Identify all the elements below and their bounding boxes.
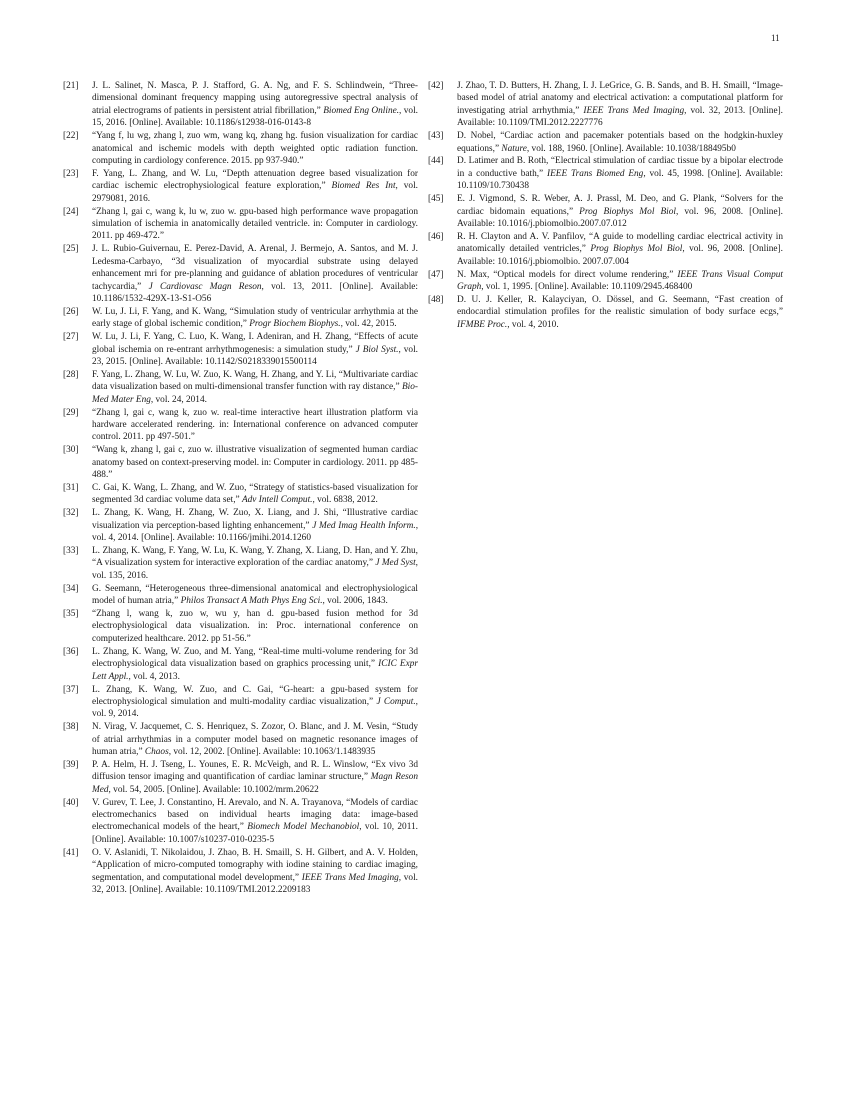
- reference-text: N. Max, “Optical models for direct volume rendering,”: [457, 269, 678, 280]
- reference-text: D. U. J. Keller, R. Kalayciyan, O. Dössel, and G. Seemann, “Fast creation of endocardial stimulation profiles for the realistic simulation of body surface ecgs,”: [457, 294, 783, 318]
- reference-number: [25]: [63, 244, 79, 255]
- reference-text: E. J. Vigmond, S. R. Weber, A. J. Prassl, M. Deo, and G. Plank, “Solvers for the cardiac bidomain equations,”: [457, 194, 783, 217]
- reference-details: , vol. 6838, 2012.: [312, 495, 378, 506]
- references-left-column: [63, 80, 418, 897]
- reference-journal: Prog Biophys Mol Biol: [579, 206, 676, 217]
- reference-text: “Wang k, zhang l, gai c, zuo w. illustrative visualization of segmented human cardiac anatomy based on context-preserving model. in: Computer in cardiology. 2011. pp 485-488.”: [92, 445, 418, 481]
- reference-text: F. Yang, L. Zhang, W. Lu, W. Zuo, K. Wang, H. Zhang, and Y. Li, “Multivariate cardiac data visualization based on multi-dimensional transfer function with ray distance,”: [92, 369, 418, 393]
- reference-text: C. Gai, K. Wang, L. Zhang, and W. Zuo, “Strategy of statistics-based visualization for segmented 3d cardiac volume data set,”: [92, 483, 418, 506]
- reference-journal: J Med Syst: [375, 558, 416, 569]
- reference-number: [32]: [63, 508, 79, 519]
- reference-number: [46]: [428, 231, 444, 242]
- reference-journal: J Med Imag Health Inform.: [312, 520, 416, 531]
- reference-text: R. H. Clayton and A. V. Panfilov, “A guide to modelling cardiac electrical activity in anatomically detailed ventricles,”: [457, 231, 783, 255]
- reference-text: D. Latimer and B. Roth, “Electrical stimulation of cardiac tissue by a bipolar electrode in a conductive bath,”: [457, 156, 783, 179]
- reference-journal: J Cardiovasc Magn Reson: [148, 281, 262, 292]
- reference-text: J. L. Rubio-Guivernau, E. Perez-David, A. Arenal, J. Bermejo, A. Santos, and M. J. Ledesma-Carbayo, “3d visualization of myocardial substrate using delayed enhancement mri for pre-planning and guidance of ablation procedures of ventricular tachycardia,”: [92, 244, 418, 292]
- reference-item: [63, 168, 418, 205]
- page-number: 11: [771, 33, 780, 43]
- reference-number: [31]: [63, 483, 79, 493]
- reference-journal: IEEE Trans Biomed Eng: [547, 168, 644, 179]
- reference-number: [36]: [63, 646, 79, 657]
- reference-text: “Zhang l, wang k, zuo w, wu y, han d. gpu-based fusion method for 3d electrophysiological data visualization. in: Proc. international conference on computerized healthcare. 2012. pp 51-56.”: [92, 609, 418, 644]
- reference-text: F. Yang, L. Zhang, and W. Lu, “Depth attenuation degree based visualization for cardiac ischemic electrophysiological feature exploration,”: [92, 168, 418, 192]
- reference-text: L. Zhang, K. Wang, W. Zuo, and M. Yang, “Real-time multi-volume rendering for 3d electrophysiological data visualization based on graphics processing unit,”: [92, 646, 418, 670]
- reference-text: L. Zhang, K. Wang, H. Zhang, W. Zuo, X. Liang, and J. Shi, “Illustrative cardiac visualization via perception-based lighting enhancement,”: [92, 508, 418, 531]
- reference-details: , vol. 4, 2014. [Online]. Available: 10.1166/jmihi.2014.1260: [92, 520, 419, 544]
- reference-item: [63, 444, 418, 481]
- reference-details: , vol. 9, 2014.: [92, 696, 418, 720]
- reference-journal: IEEE Trans Med Imaging: [583, 105, 685, 116]
- reference-details: , vol. 13, 2011. [Online]. Available: 10.1186/1532-429X-13-S1-O56: [92, 281, 418, 304]
- reference-journal: ICIC Expr Lett Appl.: [92, 659, 418, 682]
- reference-item: [428, 155, 783, 192]
- reference-number: [21]: [63, 81, 79, 91]
- reference-item: [428, 231, 783, 268]
- reference-text: “Zhang l, gai c, wang k, zuo w. real-time interactive heart illustration platform via hardware accelerated rendering. in: International conference on advanced computer control. 2011. pp 497-501.”: [92, 407, 418, 443]
- reference-text: V. Gurev, T. Lee, J. Constantino, H. Arevalo, and N. A. Trayanova, “Models of cardiac electromechanics based on individual hearts imaging data: image-based electromechanical models of the heart,”: [92, 797, 418, 833]
- reference-item: [63, 482, 418, 507]
- reference-journal: J Comput.: [376, 696, 416, 707]
- reference-journal: J Biol Syst.: [355, 344, 399, 355]
- reference-text: “Zhang l, gai c, wang k, lu w, zuo w. gpu-based high performance wave propagation simulation of ischemia in anatomically detailed ventricle. in: Computer in cardiology. 2011. pp 469-472.”: [92, 206, 418, 242]
- reference-details: , vol. 15, 2016. [Online]. Available: 10.1186/s12938-016-0143-8: [92, 105, 418, 129]
- reference-item: [63, 583, 418, 608]
- reference-number: [34]: [63, 583, 79, 594]
- reference-item: [63, 608, 418, 645]
- reference-item: [63, 306, 418, 331]
- reference-number: [42]: [428, 81, 444, 91]
- reference-journal: Biomed Eng Online.: [323, 105, 400, 116]
- reference-item: [63, 646, 418, 683]
- reference-journal: Bio-Med Mater Eng: [92, 382, 418, 405]
- reference-journal: Nature: [501, 143, 527, 154]
- reference-details: , vol. 32, 2013. [Online]. Available: 10.1109/TMI.2012.2209183: [92, 872, 418, 895]
- reference-number: [33]: [63, 546, 79, 557]
- reference-number: [35]: [63, 609, 79, 620]
- reference-journal: Magn Reson Med: [92, 772, 419, 795]
- reference-number: [41]: [63, 847, 79, 858]
- reference-details: , vol. 24, 2014.: [150, 394, 207, 405]
- reference-details: , vol. 2979081, 2016.: [92, 181, 418, 204]
- reference-journal: Biomed Res Int: [331, 181, 396, 192]
- reference-item: [428, 80, 783, 130]
- reference-journal: Progr Biochem Biophys.: [249, 319, 341, 330]
- reference-text: G. Seemann, “Heterogeneous three-dimensional anatomical and electrophysiological model of human atria,”: [92, 583, 418, 607]
- reference-journal: Biomech Model Mechanobiol: [247, 822, 360, 833]
- reference-text: D. Nobel, “Cardiac action and pacemaker potentials based on the hodgkin-huxley equations,”: [457, 131, 783, 154]
- reference-details: , vol. 10, 2011. [Online]. Available: 10.1007/s10237-010-0235-5: [92, 822, 418, 845]
- reference-item: [63, 130, 418, 167]
- reference-details: , vol. 42, 2015.: [340, 319, 397, 330]
- reference-journal: Philos Transact A Math Phys Eng Sci.: [180, 596, 323, 607]
- reference-number: [45]: [428, 194, 444, 205]
- reference-text: L. Zhang, K. Wang, W. Zuo, and C. Gai, “G-heart: a gpu-based system for electrophysiological simulation and multi-modality cardiac visualization,”: [92, 684, 418, 707]
- reference-number: [44]: [428, 156, 444, 167]
- reference-details: , vol. 1, 1995. [Online]. Available: 10.1109/2945.468400: [481, 282, 693, 292]
- reference-journal: IEEE Trans Visual Comput Graph: [457, 269, 783, 292]
- reference-text: O. V. Aslanidi, T. Nikolaidou, J. Zhao, B. H. Smaill, S. H. Gilbert, and A. V. Holden, “Application of micro-computed tomography with iodine staining to cardiac imaging, segmentation, and computational model development,”: [92, 847, 418, 883]
- reference-journal: Chaos: [144, 747, 169, 758]
- reference-text: L. Zhang, K. Wang, F. Yang, W. Lu, K. Wang, Y. Zhang, X. Liang, D. Han, and Y. Zhu, “A visualization system for interactive exploration of the cardiac anatomy,”: [92, 546, 418, 569]
- reference-text: W. Lu, J. Li, F. Yang, C. Luo, K. Wang, I. Adeniran, and H. Zhang, “Effects of acute global ischemia on re-entrant arrhythmogenesis: a simulation study,”: [92, 332, 418, 355]
- reference-number: [27]: [63, 332, 79, 343]
- reference-text: “Yang f, lu wg, zhang l, zuo wm, wang kq, zhang hg. fusion visualization for cardiac anatomical and ischemic models with depth weighted optic radiation function. computing in cardiology conference. 2015. pp 937-940.”: [92, 131, 418, 166]
- reference-text: P. A. Helm, H. J. Tseng, L. Younes, E. R. McVeigh, and R. L. Winslow, “Ex vivo 3d diffusion tensor imaging and quantification of cardiac laminar structure,”: [92, 759, 418, 783]
- reference-journal: IFMBE Proc.: [457, 319, 508, 330]
- reference-item: [63, 243, 418, 305]
- reference-text: N. Virag, V. Jacquemet, C. S. Henriquez, S. Zozor, O. Blanc, and J. M. Vesin, “Study of atrial arrhythmias in a computer model based on magnetic resonance images of human atria,”: [92, 722, 418, 758]
- reference-text: W. Lu, J. Li, F. Yang, and K. Wang, “Simulation study of ventricular arrhythmia at the early stage of global ischemic condition,”: [92, 306, 418, 330]
- reference-number: [26]: [63, 306, 79, 317]
- reference-number: [22]: [63, 131, 79, 142]
- reference-details: , vol. 96, 2008. [Online]. Available: 10.1016/j.pbiomolbio.2007.07.012: [457, 206, 783, 229]
- reference-number: [24]: [63, 206, 79, 217]
- reference-journal: IEEE Trans Med Imaging: [301, 872, 399, 883]
- reference-details: , vol. 96, 2008. [Online]. Available: 10.1016/j.pbiomolbio. 2007.07.004: [457, 244, 783, 267]
- reference-details: , vol. 32, 2013. [Online]. Available: 10.1109/TMI.2012.2227776: [457, 105, 784, 129]
- reference-number: [30]: [63, 445, 79, 456]
- reference-details: , vol. 4, 2013.: [128, 671, 180, 682]
- reference-details: , vol. 4, 2010.: [507, 319, 559, 330]
- reference-item: [63, 545, 418, 582]
- reference-item: [63, 759, 418, 796]
- reference-item: [63, 721, 418, 758]
- reference-details: , vol. 12, 2002. [Online]. Available: 10.1063/1.1483935: [168, 747, 376, 758]
- reference-item: [428, 193, 783, 230]
- reference-journal: Adv Intell Comput.: [241, 495, 313, 506]
- reference-item: [428, 130, 783, 155]
- references-right-column: [428, 80, 783, 332]
- reference-item: [63, 507, 418, 544]
- reference-item: [63, 331, 418, 368]
- reference-details: , vol. 135, 2016.: [92, 558, 418, 581]
- reference-number: [43]: [428, 131, 444, 142]
- reference-number: [39]: [63, 759, 79, 770]
- reference-number: [38]: [63, 722, 79, 733]
- reference-item: [63, 206, 418, 243]
- reference-number: [48]: [428, 294, 444, 305]
- reference-number: [47]: [428, 269, 444, 280]
- reference-details: , vol. 23, 2015. [Online]. Available: 10.1142/S0218339015500114: [92, 344, 418, 367]
- reference-item: [428, 294, 783, 331]
- reference-item: [63, 847, 418, 897]
- reference-item: [428, 269, 783, 294]
- reference-text: J. Zhao, T. D. Butters, H. Zhang, I. J. LeGrice, G. B. Sands, and B. H. Smaill, “Image-based model of atrial anatomy and electrical activation: a computational platform for investigating atrial arrhythmia,”: [457, 81, 783, 116]
- reference-number: [29]: [63, 407, 79, 418]
- reference-details: , vol. 188, 1960. [Online]. Available: 10.1038/188495b0: [526, 143, 736, 154]
- reference-number: [37]: [63, 684, 79, 695]
- reference-text: J. L. Salinet, N. Masca, P. J. Stafford, G. A. Ng, and F. S. Schlindwein, “Three-dimensional dominant frequency mapping using autoregressive spectral analysis of atrial electrograms of patients in persistent atrial fibrillation,”: [92, 81, 418, 116]
- reference-number: [23]: [63, 168, 79, 179]
- reference-details: , vol. 45, 1998. [Online]. Available: 10.1109/10.730438: [457, 168, 784, 192]
- reference-item: [63, 797, 418, 847]
- reference-number: [28]: [63, 369, 79, 380]
- reference-item: [63, 684, 418, 721]
- reference-item: [63, 407, 418, 444]
- reference-number: [40]: [63, 797, 79, 808]
- reference-item: [63, 80, 418, 130]
- reference-item: [63, 369, 418, 406]
- reference-details: , vol. 54, 2005. [Online]. Available: 10.1002/mrm.20622: [108, 784, 319, 795]
- reference-details: , vol. 2006, 1843.: [322, 596, 388, 607]
- reference-journal: Prog Biophys Mol Biol: [590, 244, 683, 255]
